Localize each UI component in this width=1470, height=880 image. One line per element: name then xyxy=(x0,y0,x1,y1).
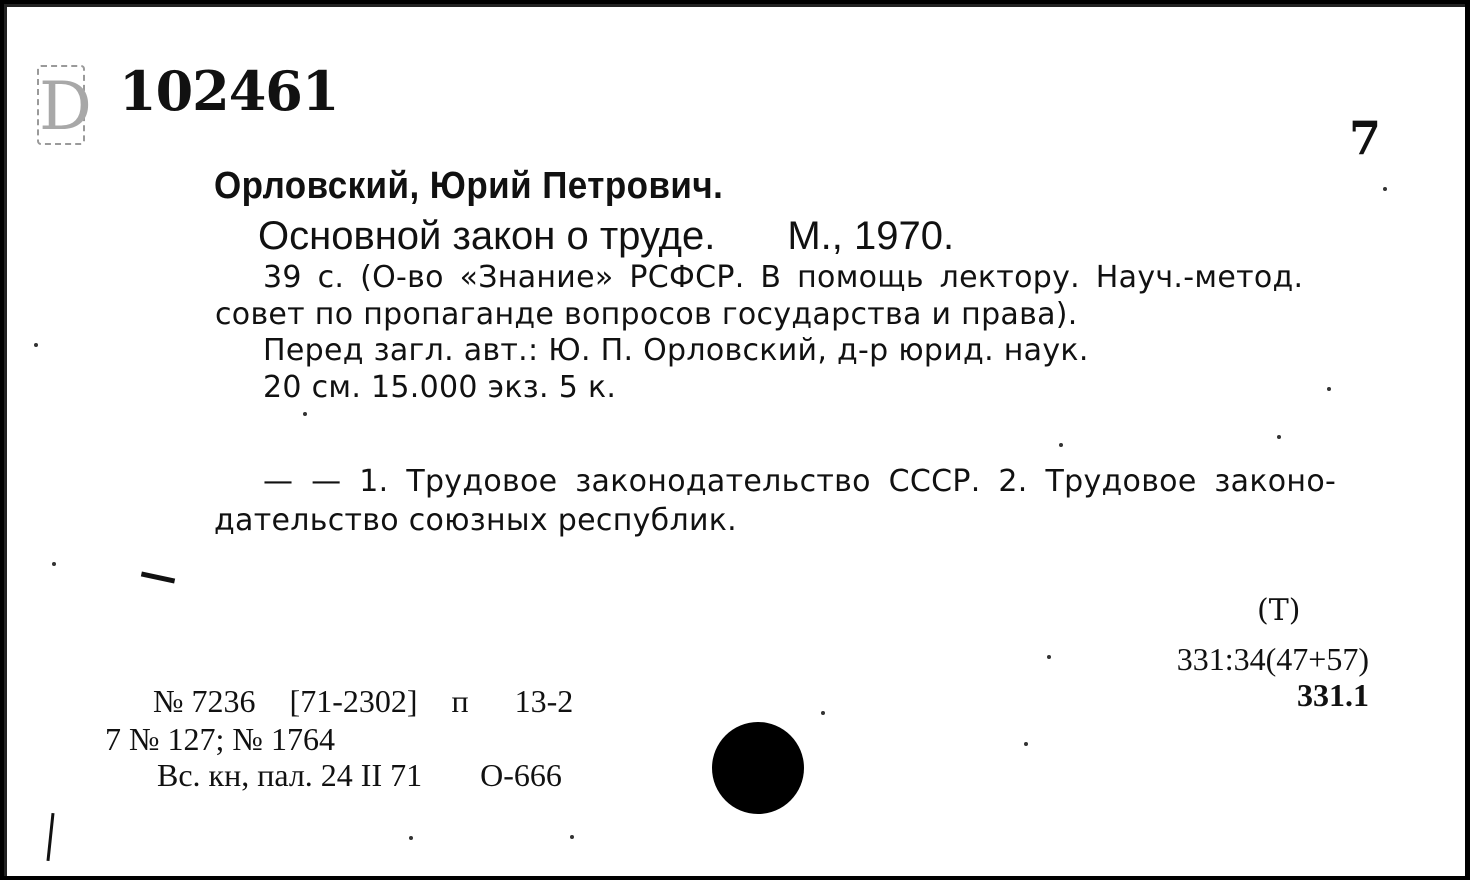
speck xyxy=(52,562,56,566)
order-letter: п xyxy=(451,683,469,719)
registration-text: Вс. кн, пал. 24 II 71 xyxy=(157,757,423,793)
library-stamp: D xyxy=(37,65,85,145)
speck xyxy=(570,835,574,839)
inventory-number: 102461 xyxy=(119,59,339,123)
card-number: 7 xyxy=(1349,111,1382,165)
punch-hole xyxy=(712,722,804,814)
catalog-card xyxy=(4,4,1465,876)
speck xyxy=(1277,435,1281,439)
speck xyxy=(34,343,38,347)
book-title: Основной закон о труде. xyxy=(258,214,716,258)
collation-continuation: совет по пропаганде вопросов государства и права). xyxy=(215,297,1078,332)
subject-headings-continuation: дательство союзных республик. xyxy=(214,503,737,538)
classification-code-secondary: 331.1 xyxy=(1297,677,1369,713)
speck xyxy=(409,836,413,840)
classification-code: 331:34(47+57) xyxy=(1176,641,1369,677)
speck xyxy=(821,711,825,715)
order-sheet: 13-2 xyxy=(514,683,574,719)
subject-headings: — — 1. Трудовое законодательство СССР. 2. Трудовое законо- xyxy=(263,464,1337,499)
speck xyxy=(1024,742,1028,746)
author-note: Перед загл. авт.: Ю. П. Орловский, д-р юрид. наук. xyxy=(263,333,1089,368)
format-line: 20 см. 15.000 экз. 5 к. xyxy=(263,370,617,405)
registration-line xyxy=(157,757,562,794)
speck xyxy=(1383,187,1387,191)
type-mark: (Т) xyxy=(1257,593,1301,628)
author-heading: Орловский, Юрий Петрович. xyxy=(214,165,724,207)
order-code: [71-2302] xyxy=(289,683,418,719)
order-line xyxy=(153,683,573,720)
pencil-stroke xyxy=(46,813,54,861)
pencil-mark xyxy=(141,572,175,584)
registration-code: О-666 xyxy=(480,757,562,793)
title-line xyxy=(258,214,954,259)
order-number: № 7236 xyxy=(153,683,256,719)
copy-numbers: 7 № 127; № 1764 xyxy=(105,721,335,757)
speck xyxy=(1327,387,1331,391)
place-year: М., 1970. xyxy=(787,214,955,258)
speck xyxy=(1047,655,1051,659)
speck xyxy=(303,412,307,416)
collation-line: 39 с. (О-во «Знание» РСФСР. В помощь лектору. Науч.-метод. xyxy=(263,260,1304,295)
speck xyxy=(1059,443,1063,447)
